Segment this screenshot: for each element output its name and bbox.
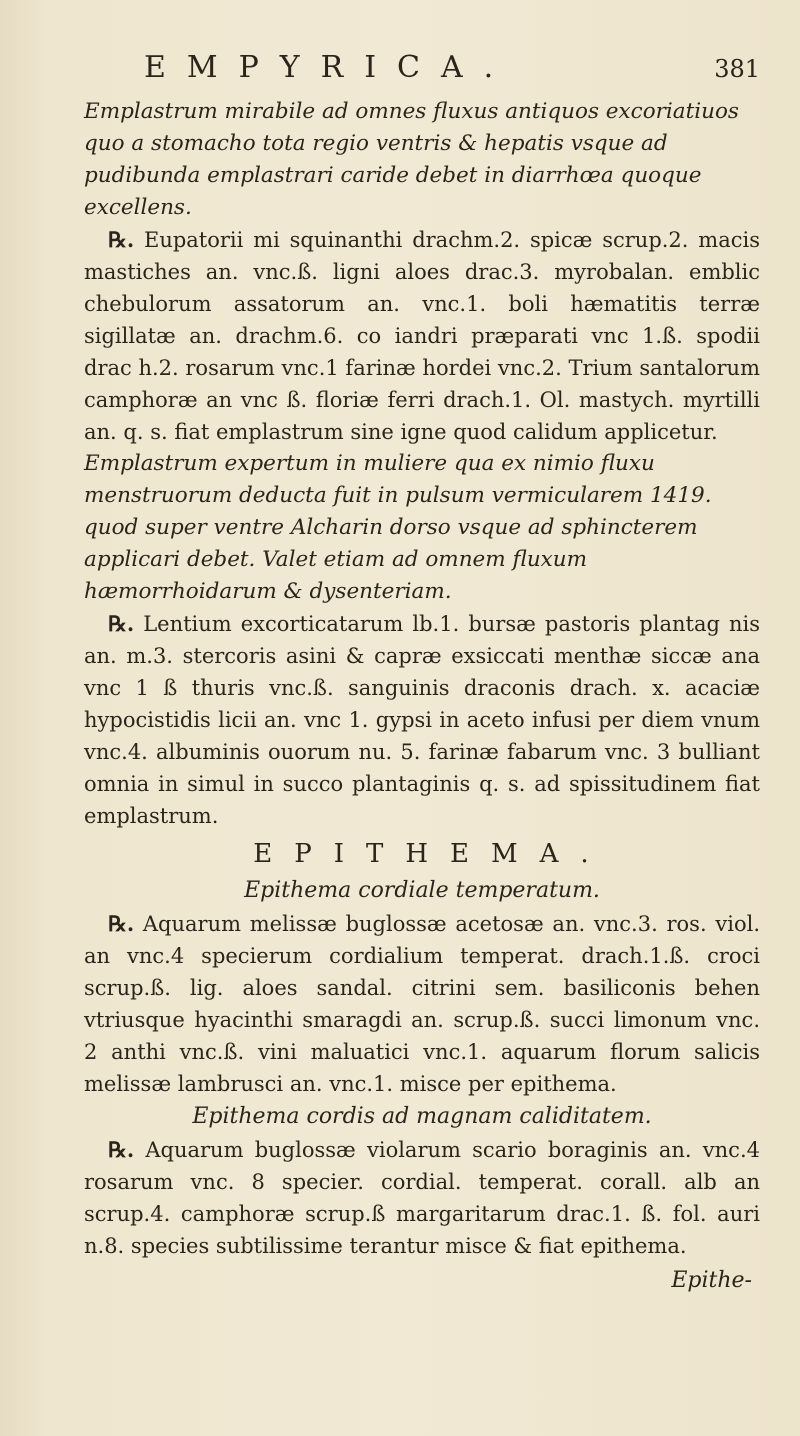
emplastrum-mirabile-section (84, 96, 760, 448)
emplastrum-mirabile-recipe (84, 224, 760, 448)
epithema-cordiale-section (84, 874, 760, 1100)
epithema-cordiale-recipe (84, 908, 760, 1100)
page-header (84, 50, 760, 96)
epithema-cordis-section (84, 1100, 760, 1262)
epithema-cordis-title: Epithema cordis ad magnam caliditatem. (192, 1104, 652, 1129)
epithema-heading: EPITHEMA. (253, 839, 611, 869)
recipe-symbol: ℞. (108, 911, 135, 936)
recipe-symbol: ℞. (108, 227, 135, 252)
epithema-cordiale-text: Aquarum melissæ buglossæ acetosæ an. vnc.3. ros. viol. an vnc.4 specierum cordialium temperat. drach.1.ß. croci scrup.ß. lig. aloes sandal. citrini sem. basiliconis behen vtriusque hyacinthi smaragdi an. scrup.ß. succi limonum vnc. 2 anthi vnc.ß. vini maluatici vnc.1. aquarum florum salicis melissæ lambrusci an. vnc.1. misce per epithema. (84, 912, 760, 1096)
recipe-symbol: ℞. (108, 1137, 135, 1162)
recipe-symbol: ℞. (108, 611, 135, 636)
running-title: EMPYRICA. (144, 50, 515, 85)
emplastrum-expertum-recipe (84, 608, 760, 832)
emplastrum-expertum-text: Lentium excorticatarum lb.1. bursæ pastoris plantag nis an. m.3. stercoris asini & capræ exsiccati menthæ siccæ ana vnc 1 ß thuris vnc.ß. sanguinis draconis drach. x. acaciæ hypocistidis licii an. vnc 1. gypsi in aceto infusi per diem vnum vnc.4. albuminis ouorum nu. 5. farinæ fabarum vnc. 3 bulliant omnia in simul in succo plantaginis q. s. ad spissitudinem fiat emplastrum. (84, 612, 760, 828)
catchword: Epithe- (671, 1268, 752, 1293)
emplastrum-expertum-title: Emplastrum expertum in muliere qua ex nimio fluxu menstruorum deducta fuit in pulsum vermicularem 1419. quod super ventre Alcharin dorso vsque ad sphincterem applicari debet. Valet etiam ad omnem fluxum hæmorrhoidarum & dysenteriam. (84, 451, 712, 604)
epithema-cordiale-title: Epithema cordiale temperatum. (244, 878, 600, 903)
page-number: 381 (714, 55, 760, 83)
emplastrum-mirabile-text: Eupatorii mi squinanthi drachm.2. spicæ scrup.2. macis mastiches an. vnc.ß. ligni aloes drac.3. myrobalan. emblic chebulorum assatorum an. vnc.1. boli hæmatitis terræ sigillatæ an. drachm.6. co iandri præparati vnc 1.ß. spodii drac h.2. rosarum vnc.1 farinæ hordei vnc.2. Trium santalorum camphoræ an vnc ß. floriæ ferri drach.1. Ol. mastych. myrtilli an. q. s. fiat emplastrum sine igne quod calidum applicetur. (84, 228, 760, 444)
epithema-cordis-recipe (84, 1134, 760, 1262)
emplastrum-expertum-section (84, 448, 760, 832)
emplastrum-mirabile-title: Emplastrum mirabile ad omnes fluxus antiquos excoriatiuos quo a stomacho tota regio ventris & hepatis vsque ad pudibunda emplastrari caride debet in diarrhœa quoque excellens. (84, 99, 739, 220)
epithema-cordis-text: Aquarum buglossæ violarum scario boraginis an. vnc.4 rosarum vnc. 8 specier. cordial. temperat. corall. alb an scrup.4. camphoræ scrup.ß margaritarum drac.1. ß. fol. auri n.8. species subtilissime terantur misce & fiat epithema. (84, 1138, 760, 1258)
